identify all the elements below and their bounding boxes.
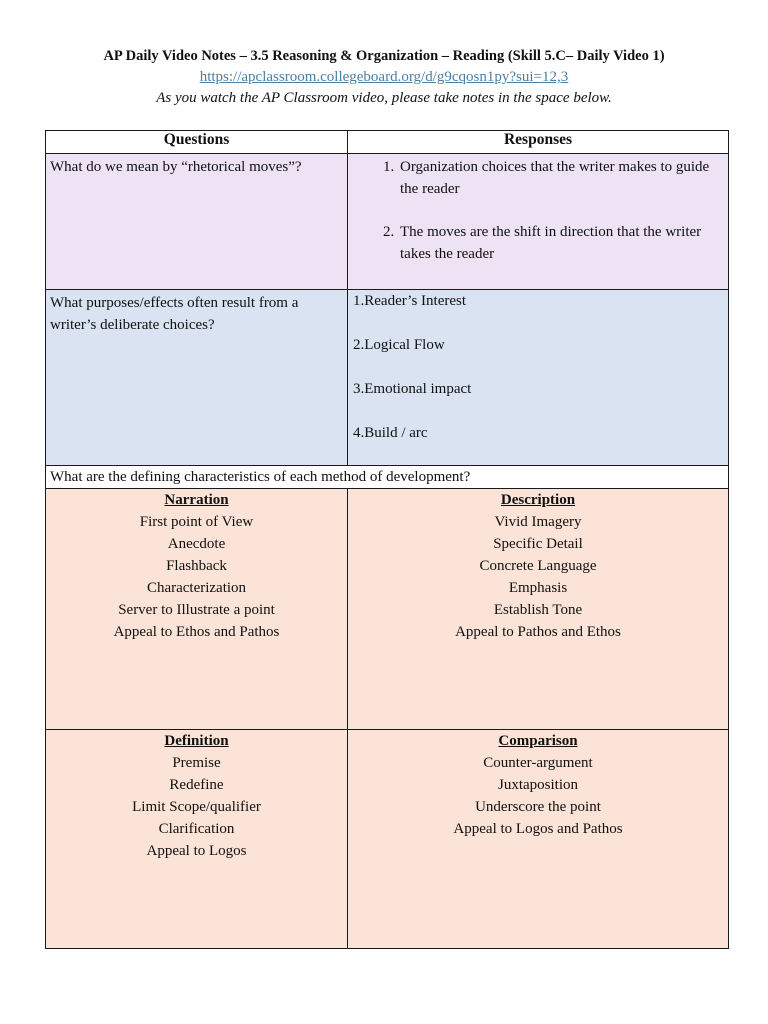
questions-header: Questions: [46, 131, 348, 154]
list-item: First point of View: [139, 514, 254, 530]
responses-header: Responses: [348, 131, 729, 154]
list-item: Specific Detail: [493, 536, 583, 552]
development-question: What are the defining characteristics of each method of development?: [46, 466, 729, 489]
list-item: Limit Scope/qualifier: [132, 799, 261, 815]
table-row: [46, 466, 729, 489]
notes-table: [45, 130, 729, 949]
narration-heading: Narration: [164, 492, 229, 508]
question-text: What do we mean by “rhetorical moves”?: [50, 159, 302, 175]
table-row: [46, 290, 729, 466]
response-list: [348, 156, 728, 265]
list-item: Appeal to Logos: [146, 843, 247, 859]
list-item: Concrete Language: [479, 558, 597, 574]
list-item: Premise: [172, 755, 221, 771]
document-title: AP Daily Video Notes – 3.5 Reasoning & Organization – Reading (Skill 5.C– Daily Video 1): [103, 48, 665, 64]
document-header: [0, 46, 768, 109]
list-item: 2. The moves are the shift in direction that the writer takes the reader: [398, 221, 722, 265]
list-item: Appeal to Ethos and Pathos: [113, 624, 280, 640]
list-item: Juxtaposition: [497, 777, 578, 793]
description-cell[interactable]: [348, 489, 729, 730]
table-row: [46, 730, 729, 949]
response-cell[interactable]: [348, 154, 729, 290]
definition-heading: Definition: [164, 733, 229, 749]
list-item: Characterization: [146, 580, 247, 596]
list-item: Underscore the point: [475, 799, 601, 815]
list-item: Establish Tone: [493, 602, 583, 618]
question-cell[interactable]: [46, 154, 348, 290]
table-row: [46, 154, 729, 290]
list-item: 1. Organization choices that the writer makes to guide the reader: [398, 156, 722, 200]
list-item: Clarification: [158, 821, 235, 837]
video-link[interactable]: https://apclassroom.collegeboard.org/d/g9cqosn1py?sui=12,3: [199, 69, 569, 85]
list-item: Vivid Imagery: [494, 514, 582, 530]
list-item: 3.Emotional impact: [353, 381, 472, 397]
list-item: Anecdote: [167, 536, 226, 552]
description-heading: Description: [500, 492, 576, 508]
list-item: Emphasis: [508, 580, 568, 596]
response-cell[interactable]: [348, 290, 729, 466]
narration-cell[interactable]: [46, 489, 348, 730]
list-item: Flashback: [166, 558, 227, 574]
comparison-heading: Comparison: [498, 733, 578, 749]
instructions-text: As you watch the AP Classroom video, please take notes in the space below.: [156, 90, 612, 106]
list-item: Server to Illustrate a point: [118, 602, 275, 618]
list-item: Redefine: [169, 777, 224, 793]
table-row: [46, 489, 729, 730]
list-item: Counter-argument: [483, 755, 593, 771]
definition-cell[interactable]: [46, 730, 348, 949]
table-header-row: [46, 131, 729, 154]
question-cell[interactable]: [46, 290, 348, 466]
list-item: 4.Build / arc: [353, 425, 428, 441]
question-text: What purposes/effects often result from a writer’s deliberate choices?: [50, 295, 299, 333]
list-item: 2.Logical Flow: [353, 337, 445, 353]
list-item: Appeal to Pathos and Ethos: [455, 624, 621, 640]
list-item: Appeal to Logos and Pathos: [453, 821, 623, 837]
list-item: 1.Reader’s Interest: [353, 293, 467, 309]
comparison-cell[interactable]: [348, 730, 729, 949]
